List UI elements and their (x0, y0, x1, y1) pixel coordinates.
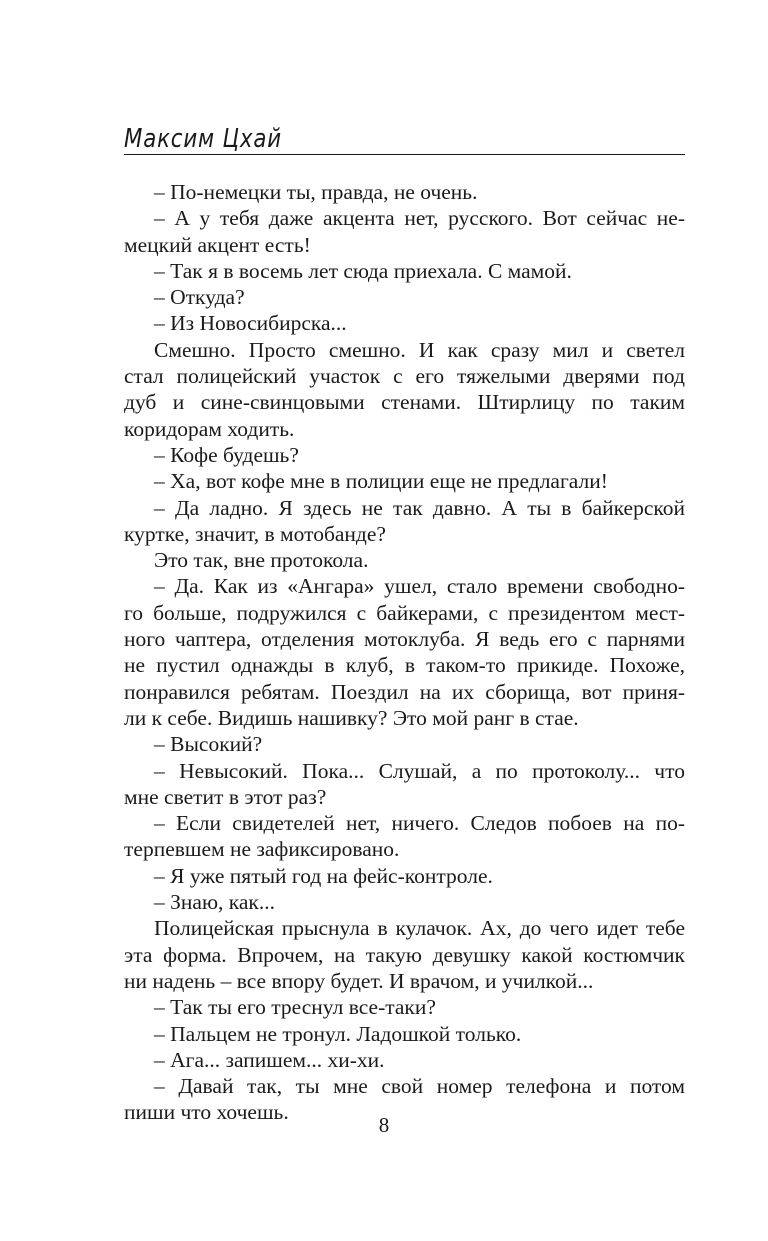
header-rule (124, 154, 685, 155)
text-line: – Если свидетелей нет, ничего. Следов побоев на по- (154, 811, 685, 836)
text-line: Смешно. Просто смешно. И как сразу мил и светел (154, 337, 685, 362)
text-line: – Из Новосибирска... (154, 311, 347, 336)
text-line: – А у тебя даже акцента нет, русского. Вот сейчас не- (154, 206, 685, 231)
text-line: – Знаю, как... (154, 890, 275, 915)
text-line: мне светит в этот раз? (124, 784, 327, 809)
text-line: терпевшем не зафиксировано. (124, 837, 400, 862)
text-line: – Кофе будешь? (154, 442, 299, 467)
text-line: – По-немецки ты, правда, не очень. (154, 180, 478, 204)
text-line: Полицейская прыснула в кулачок. Ах, до чего идет тебе (154, 916, 685, 941)
text-line: – Высокий? (154, 732, 263, 757)
running-head-author: Максим Цхай (124, 124, 282, 154)
text-line: не пустил однажды в клуб, в таком-то прикиде. Похоже, (124, 653, 685, 678)
text-line: – Ха, вот кофе мне в полиции еще не предлагали! (154, 469, 608, 494)
text-line: эта форма. Впрочем, на такую девушку какой костюмчик (124, 942, 685, 967)
text-line: понравился ребятам. Поездил на их сборища, вот приня- (124, 679, 685, 704)
text-line: пиши что хочешь. (124, 1100, 289, 1125)
text-line: – Я уже пятый год на фейс-контроле. (154, 863, 493, 888)
text-line: – Откуда? (154, 285, 245, 310)
text-line: – Невысокий. Пока... Слушай, а по протоколу... что (154, 758, 685, 783)
body-text (124, 179, 685, 1126)
text-line: – Так я в восемь лет сюда приехала. С мамой. (154, 258, 572, 283)
text-line: Это так, вне протокола. (154, 548, 369, 573)
page-number: 8 (378, 1113, 390, 1137)
text-line: ного чаптера, отделения мотоклуба. Я ведь его с парнями (124, 627, 685, 652)
text-line: – Ага... запишем... хи-хи. (154, 1047, 385, 1072)
text-line: – Так ты его треснул все-таки? (154, 995, 436, 1020)
text-line: ни надень – все впору будет. И врачом, и училкой... (124, 968, 594, 993)
text-line: ли к себе. Видишь нашивку? Это мой ранг в стае. (124, 705, 579, 730)
text-line: – Да. Как из «Ангара» ушел, стало времени свободно- (154, 574, 685, 599)
text-line: мецкий акцент есть! (124, 232, 311, 257)
text-line: – Да ладно. Я здесь не так давно. А ты в байкерской (154, 495, 685, 520)
text-line: го больше, подружился с байкерами, с президентом мест- (124, 600, 685, 625)
text-line: куртке, значит, в мотобанде? (124, 521, 386, 546)
text-line: стал полицейский участок с его тяжелыми дверями под (124, 364, 685, 389)
text-line: дуб и сине-свинцовыми стенами. Штирлицу по таким (124, 390, 685, 415)
text-line: коридорам ходить. (124, 416, 295, 441)
text-line: – Давай так, ты мне свой номер телефона и потом (154, 1074, 685, 1099)
text-line: – Пальцем не тронул. Ладошкой только. (154, 1021, 522, 1046)
